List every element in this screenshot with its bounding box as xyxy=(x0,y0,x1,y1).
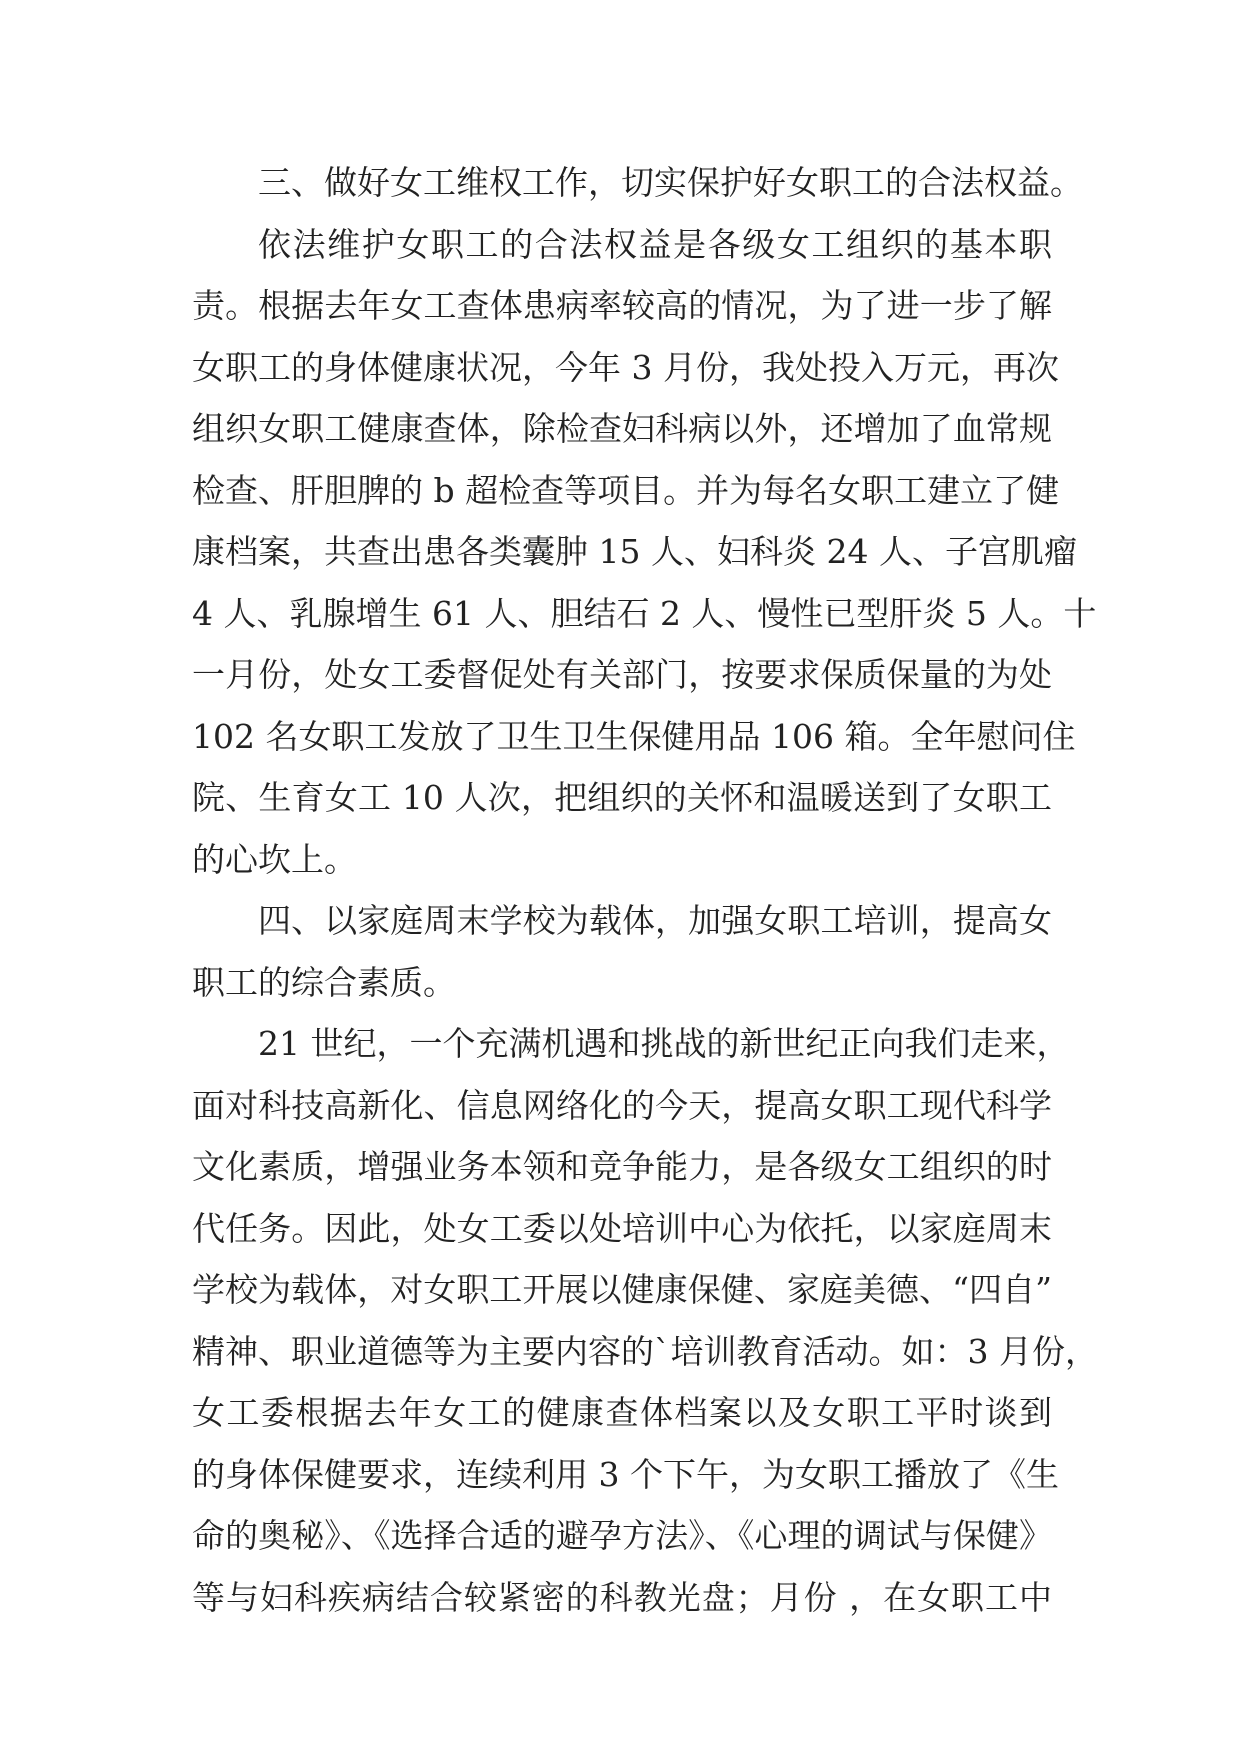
text-line: 依法维护女职工的合法权益是各级女工组织的基本职 xyxy=(258,224,1052,264)
text-line: 责。根据去年女工查体患病率较高的情况，为了进一步了解 xyxy=(192,286,1052,325)
text-line: 面对科技高新化、信息网络化的今天，提高女职工现代科学 xyxy=(192,1085,1052,1125)
document-body xyxy=(192,152,1098,1628)
text-line: 的心坎上。 xyxy=(192,839,357,879)
text-line: 精神、职业道德等为主要内容的`培训教育活动。如：3 月份， xyxy=(192,1331,1098,1371)
text-line: 职工的综合素质。 xyxy=(192,962,456,1002)
text-line: 命的奥秘》、《选择合适的避孕方法》、《心理的调试与保健》 xyxy=(192,1516,1052,1555)
text-line: 女工委根据去年女工的健康查体档案以及女职工平时谈到 xyxy=(192,1393,1052,1432)
text-line: 女职工的身体健康状况，今年 3 月份，我处投入万元，再次 xyxy=(192,347,1059,387)
text-line: 的身体保健要求，连续利用 3 个下午，为女职工播放了《生 xyxy=(192,1454,1059,1494)
text-line: 三、做好女工维权工作，切实保护好女职工的合法权益。 xyxy=(258,163,1083,202)
text-line: 康档案，共查出患各类囊肿 15 人、妇科炎 24 人、子宫肌瘤 xyxy=(192,532,1077,571)
text-line: 检查、肝胆脾的 b 超检查等项目。并为每名女职工建立了健 xyxy=(192,470,1060,510)
text-line: 文化素质，增强业务本领和竞争能力，是各级女工组织的时 xyxy=(192,1147,1052,1186)
text-line: 一月份，处女工委督促处有关部门，按要求保质保量的为处 xyxy=(192,655,1052,694)
text-line: 21 世纪，一个充满机遇和挑战的新世纪正向我们走来， xyxy=(258,1024,1070,1063)
text-line: 院、生育女工 10 人次，把组织的关怀和温暖送到了女职工 xyxy=(192,778,1052,817)
text-line: 组织女职工健康查体，除检查妇科病以外，还增加了血常规 xyxy=(192,409,1052,448)
text-line: 102 名女职工发放了卫生卫生保健用品 106 箱。全年慰问住 xyxy=(192,716,1076,756)
text-line: 代任务。因此，处女工委以处培训中心为依托，以家庭周末 xyxy=(192,1208,1052,1248)
text-line: 学校为载体，对女职工开展以健康保健、家庭美德、“四自” xyxy=(192,1270,1052,1309)
text-line: 4 人、乳腺增生 61 人、胆结石 2 人、慢性已型肝炎 5 人。十 xyxy=(192,593,1097,633)
text-line: 等与妇科疾病结合较紧密的科教光盘；月份 ，在女职工中 xyxy=(192,1577,1052,1617)
text-line: 四、以家庭周末学校为载体，加强女职工培训，提高女 xyxy=(258,901,1052,940)
